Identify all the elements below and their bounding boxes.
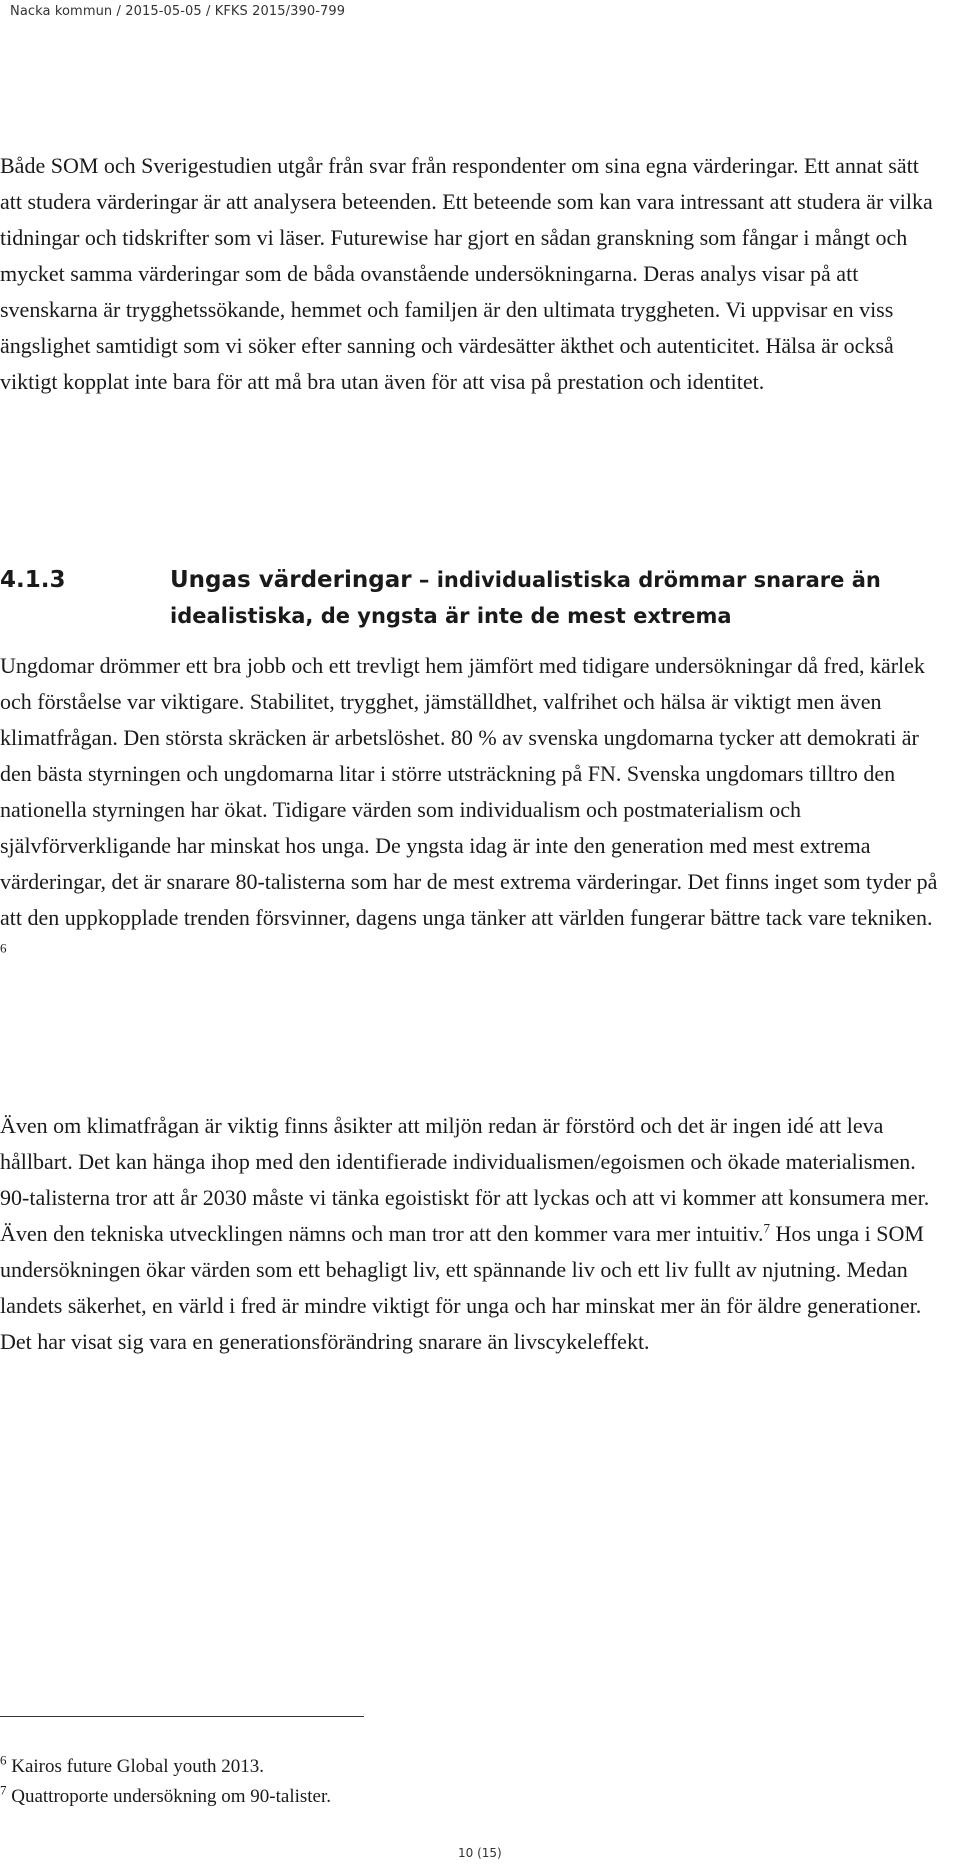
footnote-text: Quattroporte undersökning om 90-talister. bbox=[6, 1786, 332, 1807]
paragraph-youth-dreams bbox=[0, 648, 940, 972]
paragraph-climate bbox=[0, 1108, 940, 1360]
page-number: 10 (15) bbox=[458, 1846, 502, 1860]
footnote-number: 7 bbox=[0, 1782, 7, 1798]
paragraph-youth-dreams-text: Ungdomar drömmer ett bra jobb och ett trevligt hem jämfört med tidigare undersökningar då fred, kärlek och förståelse var viktigare. Stabilitet, trygghet, jämställdhet, valfrihet och hälsa är viktigt men även klimatfrågan. Den största skräcken är arbetslöshet. 80 % av svenska ungdomarna tycker att demokrati är den bästa styrningen och ungdomarna litar i större utsträckning på FN. Svenska ungdomars tilltro den nationella styrningen har ökat. Tidigare värden som individualism och postmaterialism och självförverkligande har minskat hos unga. De yngsta idag är inte den generation med mest extrema värderingar, det är snarare 80-talisterna som har de mest extrema värderingar. Det finns inget som tyder på att den uppkopplade trenden försvinner, dagens unga tänker att världen fungerar bättre tack vare tekniken. bbox=[0, 653, 938, 930]
footnote-ref-6[interactable]: 6 bbox=[0, 940, 7, 956]
paragraph-climate-text-b: Hos unga i SOM undersökningen ökar värden som ett behagligt liv, ett spännande liv och ett liv fullt av njutning. Medan landets säkerhet, en värld i fred är mindre viktigt för unga och har minskat mer än för äldre generationer. Det har visat sig vara en generationsförändring snarare än livscykeleffekt. bbox=[0, 1221, 924, 1354]
paragraph-climate-text-a: Även om klimatfrågan är viktig finns åsikter att miljön redan är förstörd och det är ingen idé att leva hållbart. Det kan hänga ihop med den identifierade individualismen/egoismen och ökade materialismen. 90-talisterna tror att år 2030 måste vi tänka egoistiskt för att lyckas och att vi kommer att konsumera mer. Även den tekniska utvecklingen nämns och man tror att den kommer vara mer intuitiv. bbox=[0, 1113, 930, 1246]
section-title-dash: – bbox=[411, 568, 437, 592]
footnote-text: Kairos future Global youth 2013. bbox=[6, 1756, 265, 1777]
footnote-ref-7[interactable]: 7 bbox=[763, 1220, 770, 1236]
section-number: 4.1.3 bbox=[0, 567, 66, 593]
footnote-number: 6 bbox=[0, 1752, 7, 1768]
section-title-sub: individualistiska drömmar snarare än idealistiska, de yngsta är inte de mest extrema bbox=[170, 568, 881, 628]
page-header: Nacka kommun / 2015-05-05 / KFKS 2015/390-799 bbox=[10, 4, 346, 19]
footnotes bbox=[0, 1752, 331, 1812]
footnote-divider bbox=[0, 1716, 364, 1717]
paragraph-intro: Både SOM och Sverigestudien utgår från svar från respondenter om sina egna värderingar. Ett annat sätt att studera värderingar är att analysera beteenden. Ett beteende som kan vara intressant att studera är vilka tidningar och tidskrifter som vi läser. Futurewise har gjort en sådan granskning som fångar i mångt och mycket samma värderingar som de båda ovanstående undersökningarna. Deras analys visar på att svenskarna är trygghetssökande, hemmet och familjen är den ultimata tryggheten. Vi uppvisar en viss ängslighet samtidigt som vi söker efter sanning och värdesätter äkthet och autenticitet. Hälsa är också viktigt kopplat inte bara för att må bra utan även för att visa på prestation och identitet. bbox=[0, 153, 933, 394]
section-title bbox=[170, 562, 940, 634]
footnote-7 bbox=[0, 1782, 331, 1812]
section-title-main: Ungas värderingar bbox=[170, 567, 412, 593]
footnote-6 bbox=[0, 1752, 331, 1782]
